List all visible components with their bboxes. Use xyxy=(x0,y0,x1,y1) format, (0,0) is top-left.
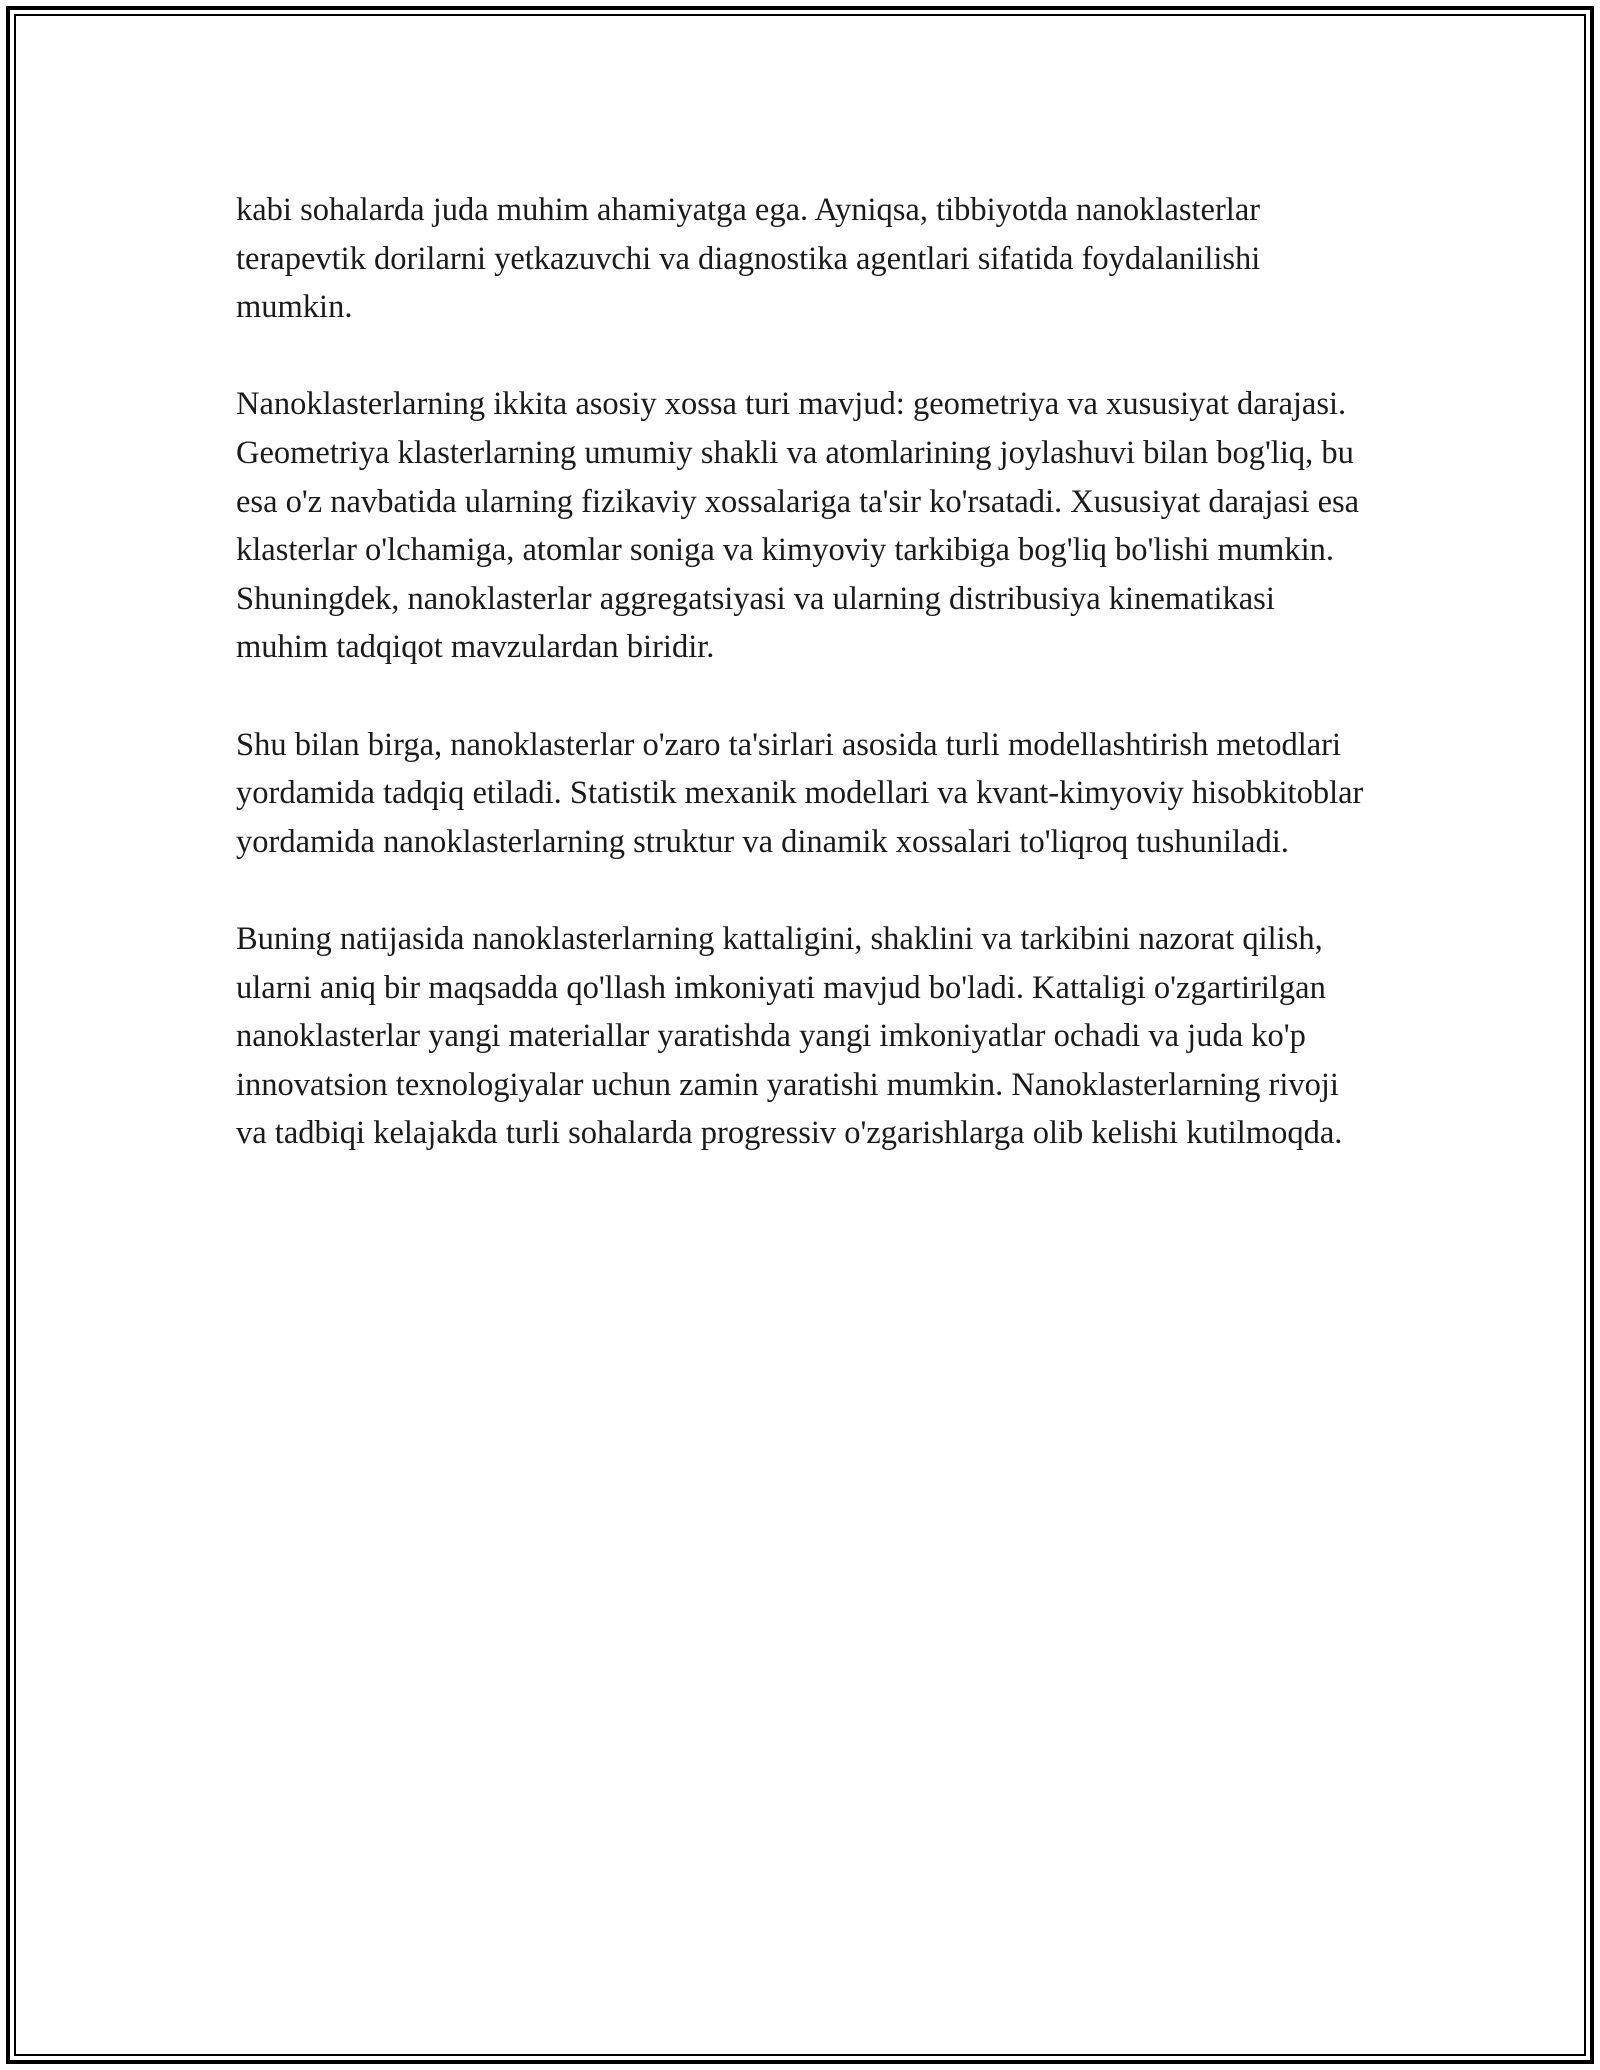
paragraph-properties: Nanoklasterlarning ikkita asosiy xossa turi mavjud: geometriya va xususiyat darajasi. Geometriya klasterlarning umumiy shakli va atomlarining joylashuvi bilan bog'liq, bu esa o'z navbatida ularning fizikaviy xossalariga ta'sir ko'rsatadi. Xususiyat darajasi esa klasterlar o'lchamiga, atomlar soniga va kimyoviy tarkibiga bog'liq bo'lishi mumkin. Shuningdek, nanoklasterlar aggregatsiyasi va ularning distribusiya kinematikasi muhim tadqiqot mavzulardan biridir. xyxy=(236,386,1360,666)
paragraph-conclusion: Buning natijasida nanoklasterlarning kattaligini, shaklini va tarkibini nazorat qilish, ularni aniq bir maqsadda qo'llash imkoniyati mavjud bo'ladi. Kattaligi o'zgartirilgan nanoklasterlar yangi materiallar yaratishda yangi imkoniyatlar ochadi va juda ko'p innovatsion texnologiyalar uchun zamin yaratishi mumkin. Nanoklasterlarning rivoji va tadbiqi kelajakda turli sohalarda progressiv o'zgarishlarga olib kelishi kutilmoqda. xyxy=(236,920,1343,1152)
paragraph-modelling: Shu bilan birga, nanoklasterlar o'zaro ta'sirlari asosida turli modellashtirish metodlari yordamida tadqiq etiladi. Statistik mexanik modellari va kvant-kimyoviy hisobkitoblar yordamida nanoklasterlarning struktur va dinamik xossalari to'liqroq tushuniladi. xyxy=(236,726,1364,860)
paragraph-applications: kabi sohalarda juda muhim ahamiyatga ega. Ayniqsa, tibbiyotda nanoklasterlar terapevtik dorilarni yetkazuvchi va diagnostika agentlari sifatida foydalanilishi mumkin. xyxy=(236,192,1261,326)
document-body xyxy=(236,186,1366,1206)
